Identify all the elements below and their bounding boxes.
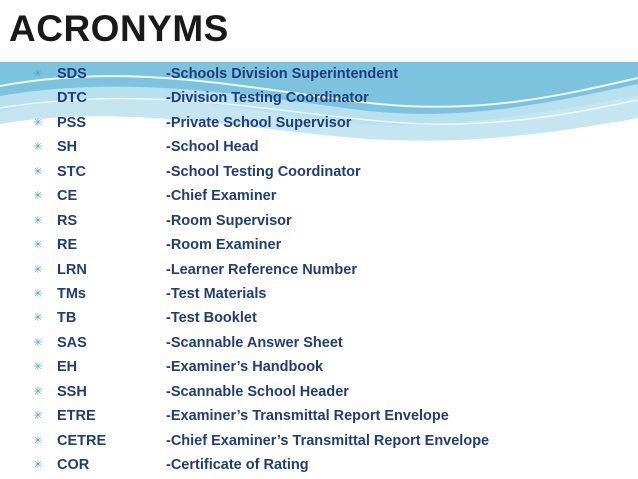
list-item <box>0 331 638 355</box>
acronym-definition: -Chief Examiner <box>166 188 277 205</box>
list-item <box>0 258 638 282</box>
acronym-abbreviation: SH <box>57 139 78 156</box>
list-item <box>0 453 638 477</box>
acronym-abbreviation: SDS <box>57 66 87 82</box>
list-item <box>0 135 638 159</box>
acronym-abbreviation: RE <box>57 237 78 254</box>
list-item <box>0 111 638 135</box>
acronym-list <box>0 62 638 477</box>
list-item <box>0 355 638 379</box>
acronym-definition: -Certificate of Rating <box>166 457 309 473</box>
bullet-asterisk-icon: ✳ <box>33 68 43 80</box>
list-item <box>0 160 638 184</box>
acronym-abbreviation: TB <box>57 310 77 327</box>
acronym-abbreviation: STC <box>57 163 86 180</box>
acronym-abbreviation: TMs <box>57 285 86 302</box>
acronym-abbreviation: DTC <box>57 90 87 107</box>
bullet-asterisk-icon: ✳ <box>33 239 43 252</box>
bullet-asterisk-icon: ✳ <box>33 336 43 349</box>
acronym-definition: -Division Testing Coordinator <box>166 90 369 107</box>
bullet-asterisk-icon: ✳ <box>33 459 43 471</box>
acronym-definition: -Learner Reference Number <box>166 261 357 278</box>
acronym-abbreviation: SAS <box>57 334 87 351</box>
acronym-abbreviation: RS <box>57 212 78 229</box>
acronym-definition: -Test Materials <box>166 285 267 302</box>
acronym-definition: -School Testing Coordinator <box>166 163 361 180</box>
slide-title: ACRONYMS <box>9 8 229 49</box>
acronym-abbreviation: EH <box>57 359 78 376</box>
acronym-abbreviation: LRN <box>57 261 87 278</box>
acronym-definition: -Examiner’s Transmittal Report Envelope <box>166 408 449 425</box>
bullet-asterisk-icon: ✳ <box>33 165 43 178</box>
acronym-definition: -Private School Supervisor <box>166 114 352 131</box>
bullet-asterisk-icon: ✳ <box>33 410 43 423</box>
acronym-abbreviation: CE <box>57 188 78 205</box>
acronym-abbreviation: CETRE <box>57 432 107 449</box>
bullet-asterisk-icon: ✳ <box>33 434 43 447</box>
list-item <box>0 282 638 306</box>
acronym-abbreviation: SSH <box>57 383 87 400</box>
list-item <box>0 86 638 110</box>
bullet-asterisk-icon: ✳ <box>33 263 43 276</box>
acronym-definition: -Test Booklet <box>166 310 257 327</box>
acronym-abbreviation: COR <box>57 457 90 473</box>
list-item <box>0 233 638 257</box>
acronym-definition: -Scannable Answer Sheet <box>166 334 343 351</box>
acronym-definition: -Chief Examiner’s Transmittal Report Envelope <box>166 432 490 449</box>
list-item <box>0 209 638 233</box>
bullet-asterisk-icon: ✳ <box>33 116 43 129</box>
list-item <box>0 306 638 330</box>
acronym-definition: -Scannable School Header <box>166 383 349 400</box>
bullet-asterisk-icon: ✳ <box>33 361 43 374</box>
bullet-asterisk-icon: ✳ <box>33 190 43 203</box>
acronym-definition: -Examiner’s Handbook <box>166 359 324 376</box>
bullet-asterisk-icon: ✳ <box>33 141 43 154</box>
bullet-asterisk-icon: ✳ <box>33 385 43 398</box>
list-item <box>0 184 638 208</box>
list-item <box>0 404 638 428</box>
list-item <box>0 62 638 86</box>
list-item <box>0 429 638 453</box>
acronym-abbreviation: ETRE <box>57 408 96 425</box>
bullet-asterisk-icon: ✳ <box>33 214 43 227</box>
acronym-abbreviation: PSS <box>57 114 87 131</box>
acronym-definition: -Schools Division Superintendent <box>166 66 399 82</box>
acronym-definition: -Room Examiner <box>166 237 282 254</box>
bullet-asterisk-icon: ✳ <box>33 312 43 325</box>
acronym-definition: -Room Supervisor <box>166 212 292 229</box>
bullet-asterisk-icon: ✳ <box>33 287 43 300</box>
acronym-definition: -School Head <box>166 139 259 156</box>
list-item <box>0 380 638 404</box>
